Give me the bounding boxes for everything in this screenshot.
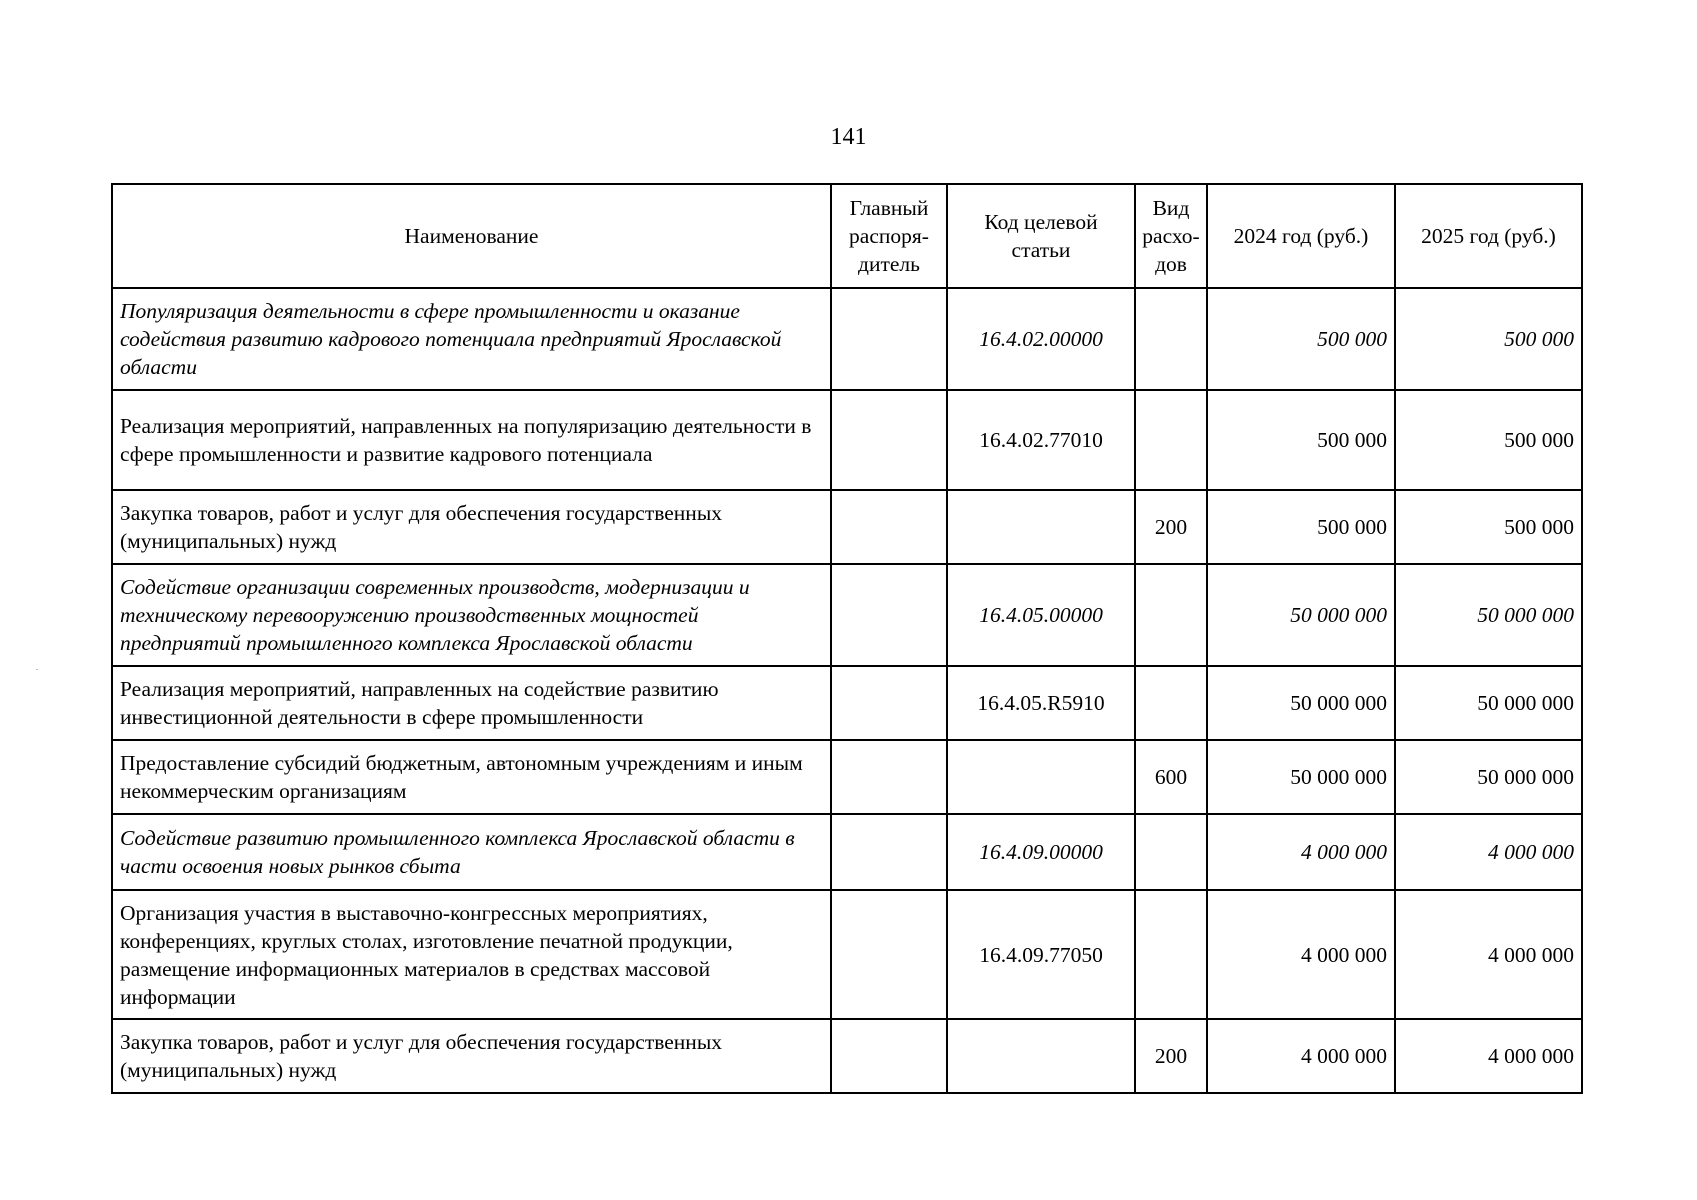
cell-code: 16.4.09.77050 (947, 890, 1135, 1019)
cell-code: 16.4.05.00000 (947, 564, 1135, 666)
cell-manager (831, 814, 947, 890)
cell-manager (831, 288, 947, 390)
cell-year-2024: 4 000 000 (1207, 1019, 1395, 1093)
page-number: 141 (830, 124, 867, 150)
cell-name: Закупка товаров, работ и услуг для обеспечения государственных (муниципальных) нужд (112, 490, 831, 564)
cell-name: Организация участия в выставочно-конгрессных мероприятиях, конференциях, круглых столах, изготовление печатной продукции, размещение информационных материалов в средствах массовой информации (112, 890, 831, 1019)
cell-manager (831, 1019, 947, 1093)
cell-expense-type (1135, 814, 1207, 890)
cell-code: 16.4.02.00000 (947, 288, 1135, 390)
header-expense-type: Вид расхо-дов (1135, 184, 1207, 288)
cell-year-2025: 50 000 000 (1395, 740, 1582, 814)
header-code: Код целевой статьи (947, 184, 1135, 288)
cell-manager (831, 564, 947, 666)
header-manager: Главный распоря-дитель (831, 184, 947, 288)
table-header-row (112, 184, 1582, 288)
table-row (112, 564, 1582, 666)
cell-year-2024: 50 000 000 (1207, 740, 1395, 814)
cell-year-2025: 50 000 000 (1395, 564, 1582, 666)
cell-year-2024: 4 000 000 (1207, 890, 1395, 1019)
cell-expense-type (1135, 890, 1207, 1019)
cell-expense-type (1135, 564, 1207, 666)
cell-year-2025: 4 000 000 (1395, 814, 1582, 890)
cell-expense-type (1135, 666, 1207, 740)
cell-year-2024: 500 000 (1207, 390, 1395, 490)
cell-name: Реализация мероприятий, направленных на популяризацию деятельности в сфере промышленности и развитие кадрового потенциала (112, 390, 831, 490)
table-row (112, 390, 1582, 490)
header-year-2024: 2024 год (руб.) (1207, 184, 1395, 288)
table-row (112, 490, 1582, 564)
cell-expense-type (1135, 288, 1207, 390)
scan-speck (36, 669, 38, 670)
table-row (112, 1019, 1582, 1093)
header-year-2025: 2025 год (руб.) (1395, 184, 1582, 288)
table-row (112, 740, 1582, 814)
cell-code: 16.4.09.00000 (947, 814, 1135, 890)
cell-year-2025: 500 000 (1395, 490, 1582, 564)
cell-name: Содействие организации современных производств, модернизации и техническому перевооружению производственных мощностей предприятий промышленного комплекса Ярославской области (112, 564, 831, 666)
budget-table (111, 183, 1583, 1094)
cell-year-2025: 500 000 (1395, 390, 1582, 490)
table-row (112, 890, 1582, 1019)
cell-manager (831, 666, 947, 740)
cell-year-2024: 50 000 000 (1207, 564, 1395, 666)
cell-year-2024: 50 000 000 (1207, 666, 1395, 740)
cell-year-2024: 4 000 000 (1207, 814, 1395, 890)
cell-code: 16.4.02.77010 (947, 390, 1135, 490)
cell-code (947, 740, 1135, 814)
cell-expense-type (1135, 390, 1207, 490)
cell-year-2025: 50 000 000 (1395, 666, 1582, 740)
cell-code (947, 1019, 1135, 1093)
cell-code (947, 490, 1135, 564)
cell-manager (831, 890, 947, 1019)
cell-name: Содействие развитию промышленного комплекса Ярославской области в части освоения новых рынков сбыта (112, 814, 831, 890)
table-row (112, 666, 1582, 740)
cell-year-2025: 500 000 (1395, 288, 1582, 390)
cell-year-2025: 4 000 000 (1395, 890, 1582, 1019)
cell-year-2024: 500 000 (1207, 288, 1395, 390)
cell-name: Предоставление субсидий бюджетным, автономным учреждениям и иным некоммерческим организациям (112, 740, 831, 814)
cell-year-2025: 4 000 000 (1395, 1019, 1582, 1093)
cell-manager (831, 490, 947, 564)
cell-code: 16.4.05.R5910 (947, 666, 1135, 740)
cell-manager (831, 390, 947, 490)
table-row (112, 288, 1582, 390)
cell-name: Закупка товаров, работ и услуг для обеспечения государственных (муниципальных) нужд (112, 1019, 831, 1093)
table-row (112, 814, 1582, 890)
header-name: Наименование (112, 184, 831, 288)
cell-expense-type: 200 (1135, 490, 1207, 564)
cell-name: Реализация мероприятий, направленных на содействие развитию инвестиционной деятельности в сфере промышленности (112, 666, 831, 740)
cell-expense-type: 600 (1135, 740, 1207, 814)
cell-expense-type: 200 (1135, 1019, 1207, 1093)
cell-manager (831, 740, 947, 814)
cell-name: Популяризация деятельности в сфере промышленности и оказание содействия развитию кадрового потенциала предприятий Ярославской области (112, 288, 831, 390)
cell-year-2024: 500 000 (1207, 490, 1395, 564)
